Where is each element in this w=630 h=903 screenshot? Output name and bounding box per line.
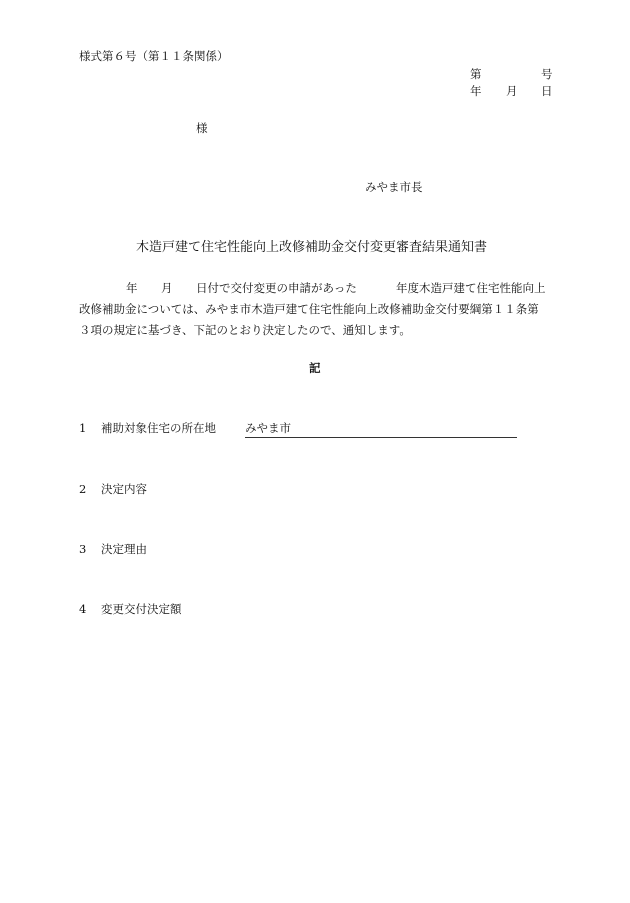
item-grant-amount — [79, 604, 182, 616]
body-month-label: 月 — [161, 281, 173, 295]
item-label: 決定理由 — [101, 542, 147, 556]
location-value-field: みやま市 — [245, 423, 517, 438]
form-id: 様式第６号（第１１条関係） — [79, 49, 229, 63]
item-number: 3 — [79, 542, 87, 556]
addressee-suffix: 様 — [196, 121, 208, 135]
date-year-label: 年 — [470, 84, 482, 98]
body-year-label: 年 — [126, 281, 138, 295]
issuer-name: みやま市長 — [365, 180, 423, 194]
ki-heading: 記 — [309, 361, 321, 375]
body-line-2: 改修補助金については、みやま市木造戸建て住宅性能向上改修補助金交付要綱第１１条第 — [79, 302, 539, 316]
item-number: 2 — [79, 482, 87, 496]
date-day-label: 日 — [541, 84, 553, 98]
item-label: 決定内容 — [101, 482, 147, 496]
document-title: 木造戸建て住宅性能向上改修補助金交付変更審査結果通知書 — [136, 240, 488, 255]
body-fiscal-text: 年度木造戸建て住宅性能向上 — [396, 281, 546, 295]
item-location — [79, 423, 517, 438]
item-number: 4 — [79, 602, 87, 616]
item-label: 変更交付決定額 — [101, 602, 182, 616]
item-decision-content — [79, 484, 147, 496]
item-label: 補助対象住宅の所在地 — [101, 421, 216, 435]
date-month-label: 月 — [506, 84, 518, 98]
item-number: 1 — [79, 421, 87, 435]
item-decision-reason — [79, 544, 147, 556]
body-date-text: 日付で交付変更の申請があった — [196, 281, 357, 295]
body-line-3: ３項の規定に基づき、下記のとおり決定したので、通知します。 — [79, 323, 411, 337]
document-number-prefix: 第 — [470, 67, 482, 81]
document-number-suffix: 号 — [541, 67, 553, 81]
